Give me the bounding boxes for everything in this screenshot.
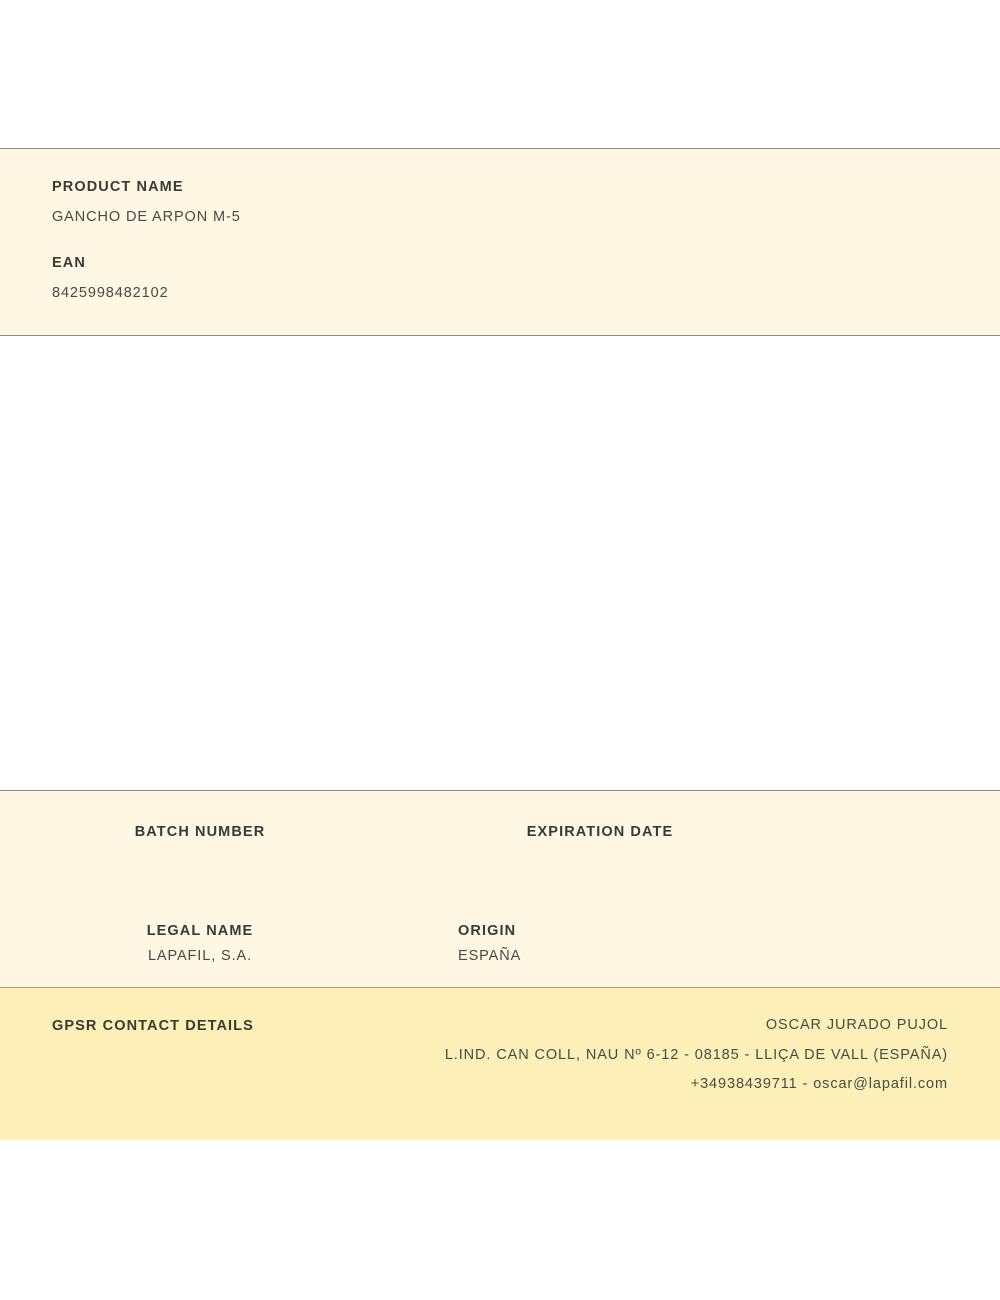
batch-expiration-row xyxy=(0,791,1000,866)
ean-field xyxy=(52,255,948,301)
batch-number-field xyxy=(0,824,400,866)
gpsr-contact-label: GPSR CONTACT DETAILS xyxy=(52,1018,254,1034)
gpsr-contact-details xyxy=(445,1016,948,1095)
expiration-date-field xyxy=(400,824,800,866)
blank-bottom-area xyxy=(0,1140,1000,1300)
blank-middle-area xyxy=(0,336,1000,790)
expiration-date-value xyxy=(400,849,800,866)
gpsr-contact-block xyxy=(0,988,1000,1140)
gpsr-phone-email: +34938439711 - oscar@lapafil.com xyxy=(690,1076,948,1093)
batch-number-value xyxy=(0,849,400,866)
legal-name-field xyxy=(0,923,400,965)
gpsr-address: L.IND. CAN COLL, NAU Nº 6-12 - 08185 - LLIÇA DE VALL (ESPAÑA) xyxy=(444,1046,948,1063)
batch-number-label: BATCH NUMBER xyxy=(134,824,266,840)
legal-name-value: LAPAFIL, S.A. xyxy=(147,948,253,964)
legal-name-label: LEGAL NAME xyxy=(146,923,254,939)
legal-origin-row xyxy=(0,866,1000,965)
gpsr-contact-name: OSCAR JURADO PUJOL xyxy=(765,1017,948,1033)
origin-label: ORIGIN xyxy=(458,923,517,939)
origin-field xyxy=(400,923,800,965)
product-name-label: PRODUCT NAME xyxy=(52,179,184,195)
ean-label: EAN xyxy=(52,255,86,271)
batch-legal-info-block xyxy=(0,790,1000,988)
product-name-value: GANCHO DE ARPON M-5 xyxy=(52,209,241,225)
product-info-block xyxy=(0,148,1000,336)
origin-value: ESPAÑA xyxy=(458,948,522,964)
ean-value: 8425998482102 xyxy=(52,285,169,301)
product-name-field xyxy=(52,179,948,225)
expiration-date-label: EXPIRATION DATE xyxy=(526,824,674,840)
